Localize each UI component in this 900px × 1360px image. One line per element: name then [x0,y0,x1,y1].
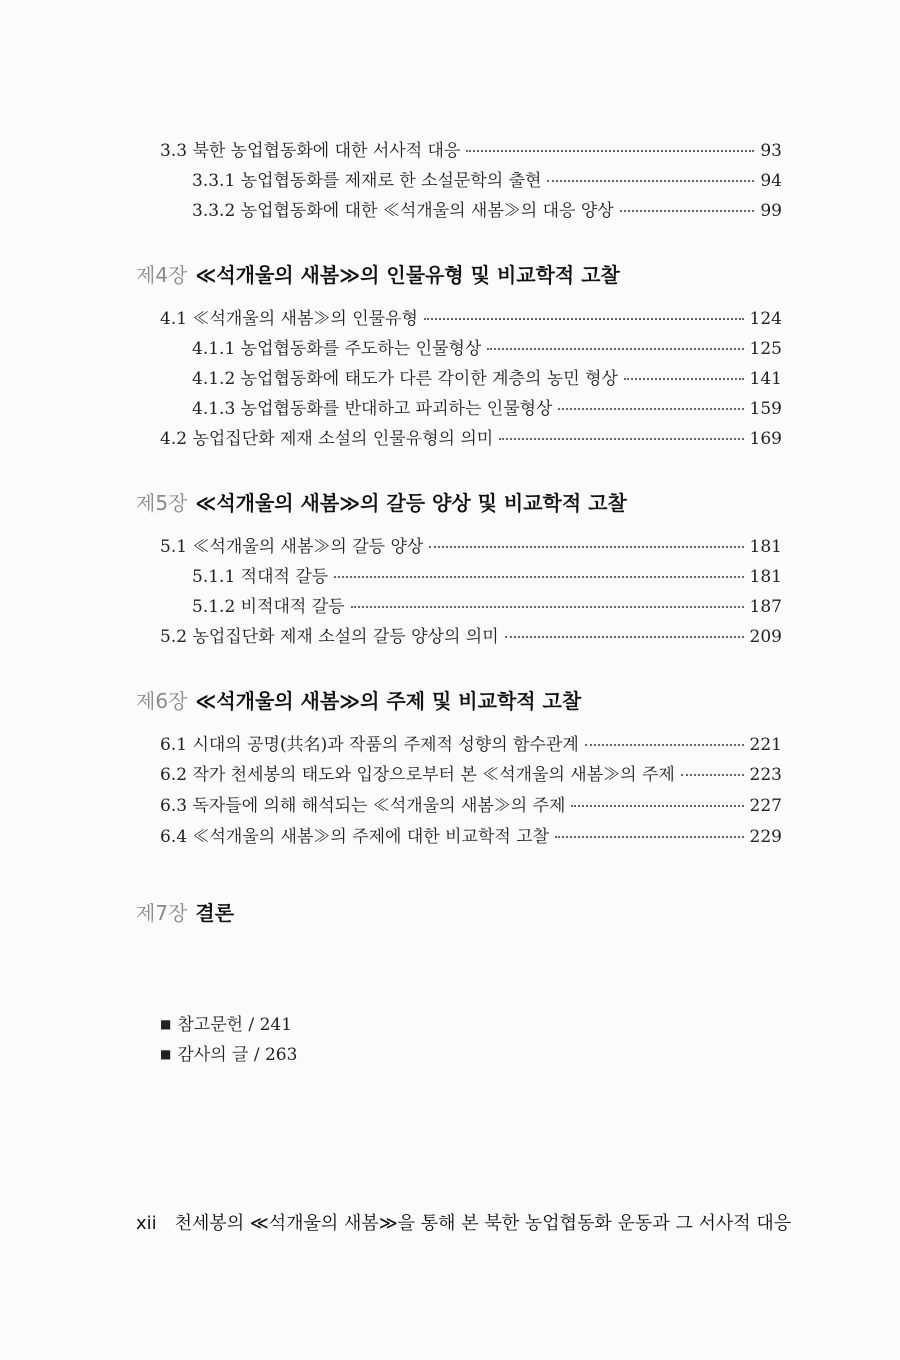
toc-entry-page: 221 [749,735,782,755]
back-matter-label: 참고문헌 / 241 [177,1015,293,1035]
dot-leader [466,150,754,152]
toc-entry-page: 99 [760,201,782,221]
square-bullet-icon: ■ [160,1017,172,1031]
toc-entry-label: 4.1.2 농업협동화에 태도가 다른 각이한 계층의 농민 형상 [192,369,618,389]
dot-leader [624,378,744,380]
toc-entry-label: 3.3 북한 농업협동화에 대한 서사적 대응 [160,141,461,161]
toc-entry-page: 181 [749,537,782,557]
toc-entry-label: 6.2 작가 천세봉의 태도와 입장으로부터 본 ≪석개울의 새봄≫의 주제 [160,765,675,785]
toc-entry-5-2 [160,626,782,648]
toc-entry-label: 6.3 독자들에 의해 해석되는 ≪석개울의 새봄≫의 주제 [160,796,566,816]
chapter-title: ≪석개울의 새봄≫의 주제 및 비교학적 고찰 [195,689,582,713]
toc-entry-4-1-1 [192,338,782,360]
toc-entry-label: 4.1.1 농업협동화를 주도하는 인물형상 [192,339,482,359]
toc-entry-page: 181 [749,567,782,587]
toc-entry-page: 124 [749,309,782,329]
chapter-title: 결론 [195,901,235,925]
page-number: xii [136,1213,157,1234]
toc-entry-6-2 [160,764,782,786]
chapter-number: 제4장 [136,263,188,287]
toc-entry-4-1-3 [192,398,782,420]
square-bullet-icon: ■ [160,1047,172,1061]
dot-leader [499,438,743,440]
dot-leader [424,318,744,320]
toc-entry-page: 229 [749,827,782,847]
chapter-number: 제7장 [136,901,188,925]
chapter-title: ≪석개울의 새봄≫의 갈등 양상 및 비교학적 고찰 [195,491,627,515]
toc-entry-6-1 [160,734,782,756]
chapter-heading-5 [136,490,627,516]
dot-leader [571,805,743,807]
toc-entry-label: 5.1.1 적대적 갈등 [192,567,329,587]
toc-entry-page: 159 [749,399,782,419]
chapter-heading-4 [136,262,620,288]
toc-entry-label: 3.3.1 농업협동화를 제재로 한 소설문학의 출현 [192,171,542,191]
chapter-heading-6 [136,688,581,714]
chapter-heading-7 [136,900,234,926]
running-title: 천세봉의 ≪석개울의 새봄≫을 통해 본 북한 농업협동화 운동과 그 서사적 대응 [174,1213,792,1234]
dot-leader [505,636,744,638]
toc-entry-4-2 [160,428,782,450]
toc-entry-page: 94 [760,171,782,191]
dot-leader [547,180,754,182]
toc-entry-4-1-2 [192,368,782,390]
toc-entry-label: 5.1.2 비적대적 갈등 [192,597,345,617]
toc-entry-6-3 [160,795,782,817]
toc-entry-5-1-2 [192,596,782,618]
toc-entry-label: 5.2 농업집단화 제재 소설의 갈등 양상의 의미 [160,627,499,647]
toc-entry-5-1 [160,536,782,558]
back-matter-references [160,1014,292,1037]
toc-entry-page: 209 [749,627,782,647]
toc-entry-label: 3.3.2 농업협동화에 대한 ≪석개울의 새봄≫의 대응 양상 [192,201,614,221]
toc-entry-label: 6.1 시대의 공명(共名)과 작품의 주제적 성향의 함수관계 [160,735,579,755]
toc-entry-label: 5.1 ≪석개울의 새봄≫의 갈등 양상 [160,537,424,557]
dot-leader [351,606,744,608]
toc-entry-page: 223 [749,765,782,785]
chapter-number: 제6장 [136,689,188,713]
dot-leader [429,546,743,548]
toc-entry-page: 141 [749,369,782,389]
toc-entry-3-3-1 [192,170,782,192]
toc-entry-3-3 [160,140,782,162]
dot-leader [681,774,744,776]
back-matter-label: 감사의 글 / 263 [177,1045,298,1065]
page-footer [136,1212,792,1236]
toc-entry-5-1-1 [192,566,782,588]
toc-entry-page: 187 [749,597,782,617]
toc-entry-label: 4.1.3 농업협동화를 반대하고 파괴하는 인물형상 [192,399,553,419]
dot-leader [558,408,743,410]
toc-entry-page: 93 [760,141,782,161]
dot-leader [585,744,744,746]
toc-entry-3-3-2 [192,200,782,222]
chapter-number: 제5장 [136,491,188,515]
toc-entry-label: 6.4 ≪석개울의 새봄≫의 주제에 대한 비교학적 고찰 [160,827,550,847]
dot-leader [334,576,743,578]
toc-entry-6-4 [160,826,782,848]
toc-entry-page: 227 [749,796,782,816]
dot-leader [487,348,743,350]
chapter-title: ≪석개울의 새봄≫의 인물유형 및 비교학적 고찰 [195,263,620,287]
toc-entry-label: 4.2 농업집단화 제재 소설의 인물유형의 의미 [160,429,494,449]
dot-leader [555,836,743,838]
back-matter-acknowledgements [160,1044,297,1067]
toc-entry-label: 4.1 ≪석개울의 새봄≫의 인물유형 [160,309,418,329]
toc-entry-page: 125 [749,339,782,359]
toc-entry-4-1 [160,308,782,330]
toc-entry-page: 169 [749,429,782,449]
dot-leader [620,210,755,212]
